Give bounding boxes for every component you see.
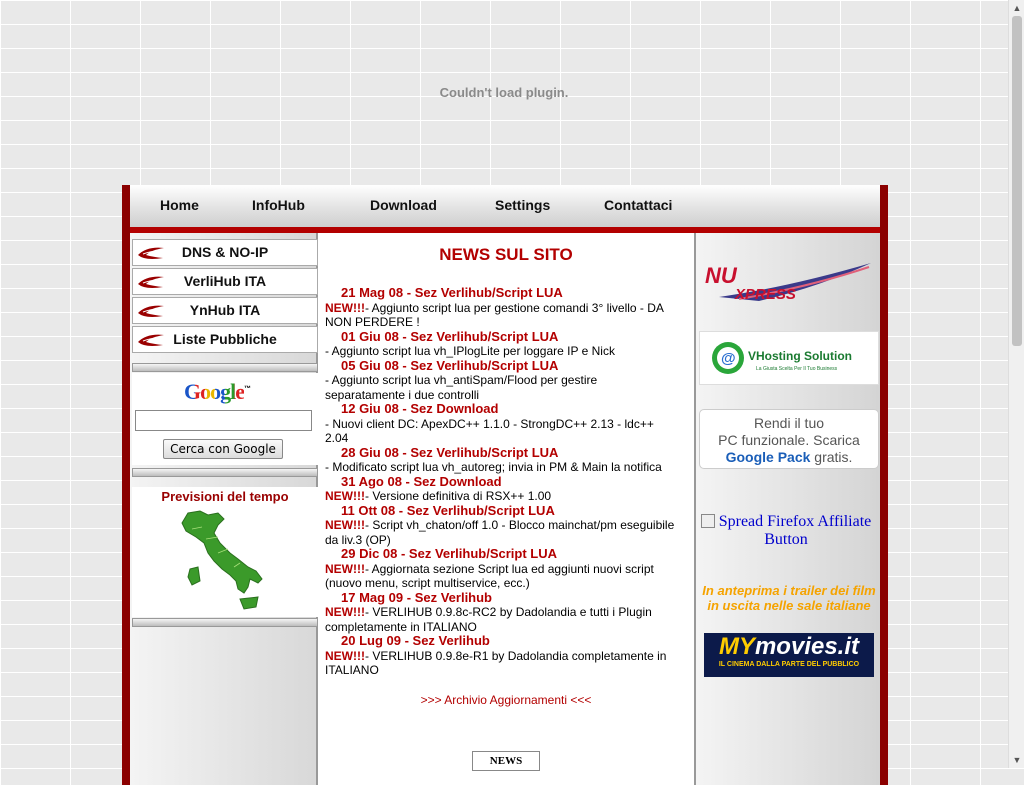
gpack-line1: Rendi il tuo — [753, 415, 825, 431]
news-entry-body — [325, 489, 680, 504]
left-sidebar — [130, 233, 318, 785]
sidebar-item-verlihub[interactable] — [132, 268, 318, 295]
nuxpress-ad[interactable] — [699, 257, 879, 307]
news-entry-heading: 28 Giu 08 - Sez Verlihub/Script LUA — [341, 444, 559, 460]
nav-download[interactable]: Download — [370, 197, 437, 213]
plugin-error-message: Couldn't load plugin. — [439, 85, 569, 100]
new-badge: NEW!!! — [325, 561, 365, 576]
svg-text:@: @ — [721, 350, 736, 367]
news-entry-heading: 01 Giu 08 - Sez Verlihub/Script LUA — [341, 328, 559, 344]
news-entry-heading: 17 Mag 09 - Sez Verlihub — [341, 589, 492, 605]
news-entry-heading: 05 Giu 08 - Sez Verlihub/Script LUA — [341, 357, 559, 373]
top-navigation — [130, 185, 880, 233]
google-search-box — [132, 373, 318, 465]
news-entry-heading: 21 Mag 08 - Sez Verlihub/Script LUA — [341, 285, 563, 300]
news-entry-text: - Versione definitiva di RSX++ 1.00 — [364, 489, 552, 503]
svg-text:XPRESS: XPRESS — [735, 286, 796, 303]
archive-link[interactable]: >>> Archivio Aggiornamenti <<< — [420, 693, 592, 707]
sidebar-item-label: DNS & NO-IP — [181, 244, 269, 260]
news-title: NEWS SUL SITO — [439, 245, 573, 264]
news-entry-body — [325, 649, 680, 678]
swoosh-icon — [137, 245, 165, 261]
news-entry-text: - VERLIHUB 0.9.8e-R1 by Dadolandia completamente in ITALIANO — [325, 648, 667, 677]
news-entry-heading: 11 Ott 08 - Sez Verlihub/Script LUA — [341, 502, 555, 518]
divider — [132, 363, 318, 372]
svg-text:NU: NU — [705, 263, 737, 288]
news-entry-body — [325, 417, 680, 446]
new-badge: NEW!!! — [325, 605, 365, 619]
main-frame — [122, 185, 888, 785]
italy-map-icon[interactable] — [178, 509, 268, 613]
firefox-affiliate-button[interactable]: Spread Firefox Affiliate Button — [688, 513, 884, 549]
google-pack-ad[interactable] — [699, 409, 879, 469]
google-search-input[interactable] — [135, 410, 312, 431]
news-entry-text: - Nuovi client DC: ApexDC++ 1.1.0 - StrongDC++ 2.13 - ldc++ 2.04 — [325, 416, 654, 445]
divider — [132, 618, 318, 627]
swoosh-icon — [137, 303, 165, 319]
sidebar-item-label: Liste Pubbliche — [173, 331, 277, 347]
weather-box[interactable] — [132, 487, 318, 617]
new-badge: NEW!!! — [325, 648, 365, 663]
divider — [132, 468, 318, 477]
news-entry-body — [325, 460, 680, 475]
news-entry-text: - Aggiornata sezione Script lua ed aggiunti nuovi script (nuovo menu, script multiservice, ecc.) — [325, 561, 654, 590]
new-badge: NEW!!! — [325, 489, 365, 503]
news-entry-body — [325, 344, 680, 359]
new-badge: NEW!!! — [325, 518, 365, 532]
vertical-scrollbar[interactable] — [1008, 0, 1024, 768]
swoosh-icon — [137, 274, 165, 290]
news-entry-text: - Aggiunto script lua vh_IPlogLite per loggare IP e Nick — [325, 344, 615, 358]
scroll-down-arrow-icon[interactable]: ▼ — [1012, 755, 1022, 765]
vhosting-ad[interactable] — [699, 331, 879, 385]
news-column — [320, 233, 694, 785]
nav-contattaci[interactable]: Contattaci — [604, 197, 673, 213]
broken-image-icon — [701, 514, 715, 528]
sidebar-item-label: YnHub ITA — [189, 302, 261, 318]
sidebar-item-liste[interactable] — [132, 326, 318, 353]
google-logo: Google™ — [184, 379, 250, 404]
news-entry-text: - VERLIHUB 0.9.8c-RC2 by Dadolandia e tutti i Plugin completamente in ITALIANO — [325, 605, 652, 634]
news-entry-heading: 31 Ago 08 - Sez Download — [341, 473, 502, 489]
news-list — [325, 286, 680, 678]
nuxpress-logo — [699, 257, 879, 307]
svg-text:VHosting Solution: VHosting Solution — [748, 349, 852, 363]
news-entry-body — [325, 373, 680, 402]
nav-home[interactable]: Home — [160, 197, 199, 213]
news-entry-text: - Aggiunto script lua per gestione comandi 3° livello - DA NON PERDERE ! — [325, 300, 664, 329]
right-sidebar — [694, 233, 880, 785]
gpack-line2: PC funzionale. Scarica — [718, 432, 860, 448]
sidebar-item-ynhub[interactable] — [132, 297, 318, 324]
sidebar-item-dns[interactable] — [132, 239, 318, 266]
news-entry-heading: 20 Lug 09 - Sez Verlihub — [341, 633, 490, 648]
news-entry-body — [325, 605, 680, 634]
mymovies-logo[interactable]: MYmovies.it IL CINEMA DALLA PARTE DEL PUBBLICO — [704, 633, 874, 677]
news-entry-text: - Aggiunto script lua vh_antiSpam/Flood per gestire separatamente i due controlli — [325, 373, 598, 402]
weather-title[interactable]: Previsioni del tempo — [161, 489, 289, 504]
sidebar-item-label: VerliHub ITA — [183, 273, 267, 289]
nav-infohub[interactable]: InfoHub — [252, 197, 305, 213]
news-entry-text: - Script vh_chaton/off 1.0 - Blocco mainchat/pm eseguibile da liv.3 (OP) — [325, 518, 675, 547]
news-entry-heading: 29 Dic 08 - Sez Verlihub/Script LUA — [341, 546, 558, 561]
svg-text:La Giusta Scelta Per Il Tuo Bu: La Giusta Scelta Per Il Tuo Business — [756, 366, 838, 372]
news-entry-body — [325, 518, 680, 547]
news-entry-body — [325, 562, 680, 591]
swoosh-icon — [137, 332, 165, 348]
scroll-thumb[interactable] — [1012, 16, 1022, 346]
news-entry-body — [325, 301, 680, 330]
new-badge: NEW!!! — [325, 300, 365, 315]
news-badge-image: NEWS — [472, 751, 540, 771]
scroll-up-arrow-icon[interactable]: ▲ — [1012, 3, 1022, 13]
vhosting-logo — [700, 332, 878, 384]
mymovies-ad-text[interactable]: In anteprima i trailer dei film in uscita nelle sale italiane — [702, 583, 876, 613]
google-search-button[interactable]: Cerca con Google — [163, 439, 283, 459]
news-entry-text: - Modificato script lua vh_autoreg; invia in PM & Main la notifica — [325, 460, 662, 474]
nav-settings[interactable]: Settings — [495, 197, 551, 213]
news-entry-heading: 12 Giu 08 - Sez Download — [341, 401, 499, 416]
gpack-line3: Google Pack gratis. — [725, 449, 853, 465]
